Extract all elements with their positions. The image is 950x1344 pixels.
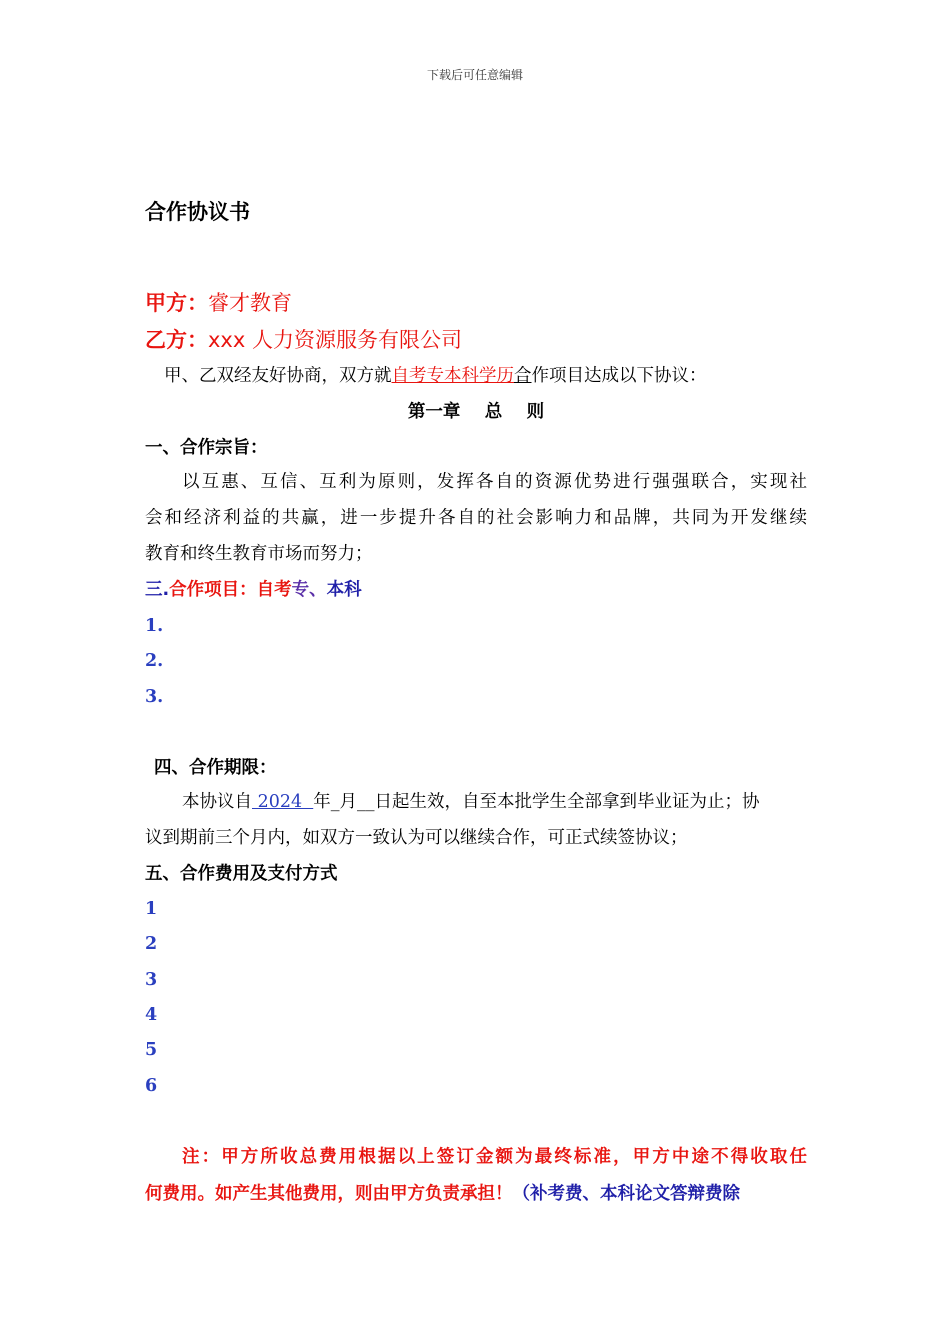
- section5-item-5: 5: [145, 1040, 158, 1060]
- party-a-name: 睿才教育: [208, 291, 292, 315]
- section3-zhuan: 专、: [291, 580, 327, 600]
- section3-benke: 本科: [326, 580, 362, 600]
- intro-project-name: 自考专本科学历: [391, 366, 514, 386]
- section1-line1: 以互惠、互信、互利为原则，发挥各自的资源优势进行强强联合，实现社: [182, 472, 807, 492]
- page-header-note: 下载后可任意编辑: [426, 68, 523, 82]
- note-line1: 注：甲方所收总费用根据以上签订金额为最终标准，甲方中途不得收取任: [182, 1147, 807, 1167]
- section5-item-4: 4: [145, 1005, 158, 1025]
- section5-item-1: 1: [145, 899, 158, 919]
- section3-heading: [145, 578, 807, 602]
- intro-pre: 甲、乙双经友好协商，双方就: [164, 366, 392, 386]
- section5-item-3: 3: [145, 970, 158, 990]
- chapter-title: 第一章 总 则: [407, 402, 545, 422]
- section4-mid: 年_月__日起生效，自至本批学生全部拿到毕业证为止；协: [313, 792, 760, 812]
- section3-item-3: 3.: [145, 687, 164, 707]
- section4-pre: 本协议自: [182, 792, 252, 812]
- section4-heading: 四、合作期限：: [154, 758, 277, 778]
- party-b-name: xxx 人力资源服务有限公司: [208, 328, 462, 352]
- intro-mid: 合: [514, 366, 532, 386]
- note-line2: [145, 1182, 807, 1206]
- section4-year: 2024: [252, 792, 314, 812]
- section4-line1: [145, 790, 807, 814]
- party-a-line: [145, 289, 807, 317]
- section1-line3: 教育和终生教育市场而努力；: [145, 544, 373, 564]
- section3-label: 合作项目：自考: [169, 580, 292, 600]
- section4-line2: 议到期前三个月内，如双方一致认为可以继续合作，可正式续签协议；: [145, 828, 688, 848]
- party-b-label: 乙方：: [145, 328, 208, 352]
- section1-heading: 一、合作宗旨：: [145, 438, 268, 458]
- section5-heading: 五、合作费用及支付方式: [145, 864, 338, 884]
- section3-item-1: 1.: [145, 616, 164, 636]
- document-title: 合作协议书: [145, 200, 250, 224]
- section5-item-6: 6: [145, 1076, 158, 1096]
- party-b-line: [145, 326, 807, 354]
- note-line2-red: 何费用。如产生其他费用，则由甲方负责承担！: [145, 1184, 513, 1204]
- intro-paragraph: [145, 364, 807, 388]
- party-a-label: 甲方：: [145, 291, 208, 315]
- intro-post: 作项目达成以下协议：: [531, 366, 707, 386]
- section3-item-2: 2.: [145, 651, 164, 671]
- section1-line2: 会和经济利益的共赢，进一步提升各自的社会影响力和品牌，共同为开发继续: [145, 508, 807, 528]
- section3-num: 三.: [145, 580, 170, 600]
- note-line2-blue: （补考费、本科论文答辩费除: [512, 1184, 740, 1204]
- section5-item-2: 2: [145, 934, 158, 954]
